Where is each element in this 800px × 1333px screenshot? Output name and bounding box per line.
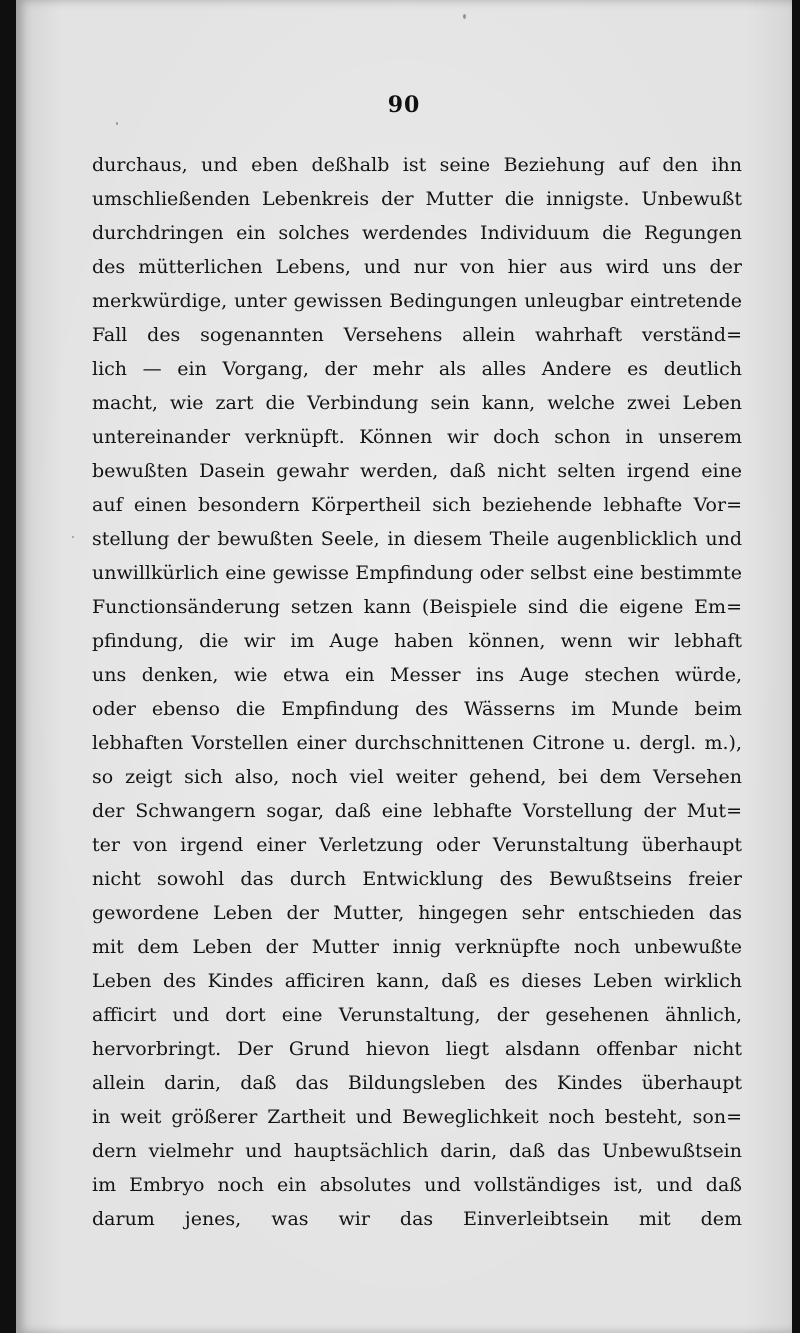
text-line: des mütterlichen Lebens, und nur von hier aus wird uns der: [92, 256, 742, 278]
text-line: gewordene Leben der Mutter, hingegen sehr entschieden das: [92, 902, 742, 924]
text-line: der Schwangern sogar, daß eine lebhafte Vorstellung der Mut=: [92, 800, 742, 822]
text-line: so zeigt sich also, noch viel weiter gehend, bei dem Versehen: [92, 766, 742, 788]
text-line: mit dem Leben der Mutter innig verknüpfte noch unbewußte: [92, 936, 742, 958]
text-line: durchaus, und eben deßhalb ist seine Beziehung auf den ihn: [92, 154, 742, 176]
text-line: merkwürdige, unter gewissen Bedingungen unleugbar eintretende: [92, 290, 742, 312]
text-line: Leben des Kindes afficiren kann, daß es dieses Leben wirklich: [92, 970, 742, 992]
text-line: in weit größerer Zartheit und Beweglichkeit noch besteht, son=: [92, 1106, 742, 1128]
text-line: durchdringen ein solches werdendes Individuum die Regungen: [92, 222, 742, 244]
book-page: [16, 0, 792, 1333]
text-line: pfindung, die wir im Auge haben können, wenn wir lebhaft: [92, 630, 742, 652]
text-line: bewußten Dasein gewahr werden, daß nicht selten irgend eine: [92, 460, 742, 482]
ink-speck: [116, 122, 118, 125]
text-line: Functionsänderung setzen kann (Beispiele sind die eigene Em=: [92, 596, 742, 618]
body-text: [92, 148, 742, 1236]
text-line: nicht sowohl das durch Entwicklung des Bewußtseins freier: [92, 868, 742, 890]
text-line: untereinander verknüpft. Können wir doch schon in unserem: [92, 426, 742, 448]
text-line: hervorbringt. Der Grund hievon liegt alsdann offenbar nicht: [92, 1038, 742, 1060]
ink-speck: [72, 536, 74, 538]
text-line: lich — ein Vorgang, der mehr als alles Andere es deutlich: [92, 358, 742, 380]
text-line: darum jenes, was wir das Einverleibtsein mit dem: [92, 1208, 742, 1230]
text-line: uns denken, wie etwa ein Messer ins Auge stechen würde,: [92, 664, 742, 686]
text-line: afficirt und dort eine Verunstaltung, der gesehenen ähnlich,: [92, 1004, 742, 1026]
text-line: stellung der bewußten Seele, in diesem Theile augenblicklich und: [92, 528, 742, 550]
text-line: auf einen besondern Körpertheil sich beziehende lebhafte Vor=: [92, 494, 742, 516]
text-line: im Embryo noch ein absolutes und vollständiges ist, und daß: [92, 1174, 742, 1196]
page-number: 90: [387, 92, 421, 118]
text-line: oder ebenso die Empfindung des Wässerns im Munde beim: [92, 698, 742, 720]
ink-speck: [463, 14, 466, 19]
text-line: allein darin, daß das Bildungsleben des Kindes überhaupt: [92, 1072, 742, 1094]
text-line: umschließenden Lebenkreis der Mutter die innigste. Unbewußt: [92, 188, 742, 210]
text-line: macht, wie zart die Verbindung sein kann, welche zwei Leben: [92, 392, 742, 414]
text-line: Fall des sogenannten Versehens allein wahrhaft verständ=: [92, 324, 742, 346]
text-line: ter von irgend einer Verletzung oder Verunstaltung überhaupt: [92, 834, 742, 856]
text-line: unwillkürlich eine gewisse Empfindung oder selbst eine bestimmte: [92, 562, 742, 584]
text-line: dern vielmehr und hauptsächlich darin, daß das Unbewußtsein: [92, 1140, 742, 1162]
text-line: lebhaften Vorstellen einer durchschnittenen Citrone u. dergl. m.),: [92, 732, 742, 754]
